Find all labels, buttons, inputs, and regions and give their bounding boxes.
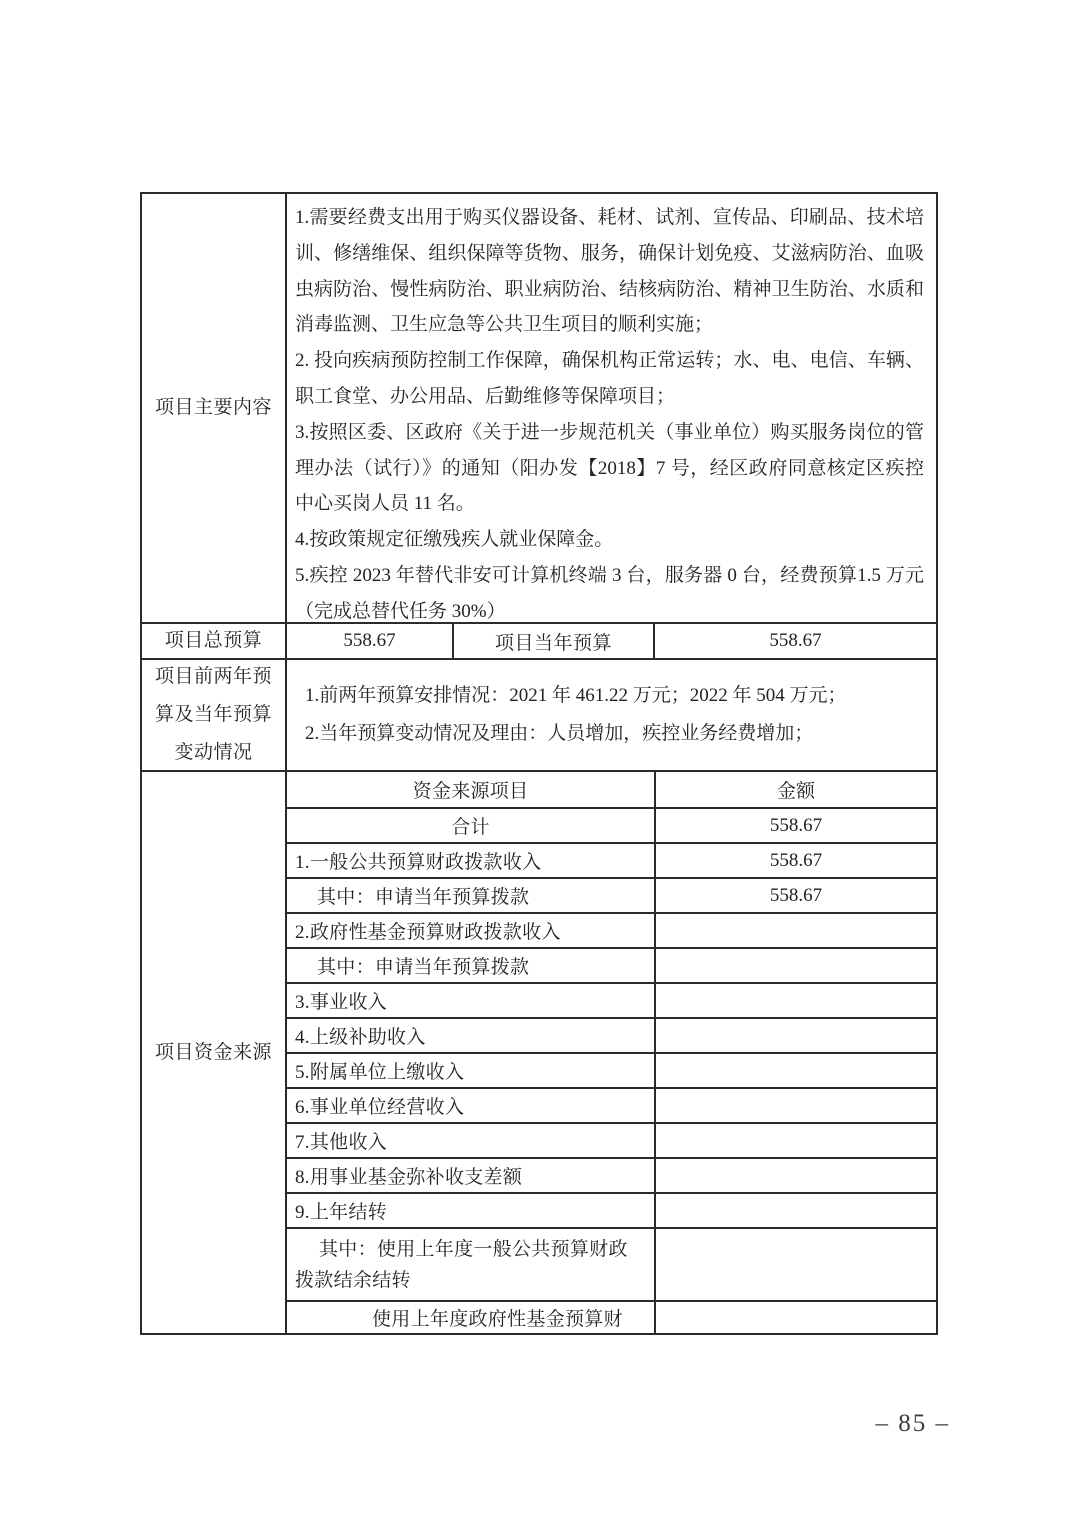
funding-amount-cell: [656, 1124, 936, 1157]
main-content-paragraph: 1.需要经费支出用于购买仪器设备、耗材、试剂、宣传品、印刷品、技术培训、修缮维保、组织保障等货物、服务，确保计划免疫、艾滋病防治、血吸虫病防治、慢性病防治、职业病防治、结核病防治、精神卫生防治、水质和消毒监测、卫生应急等公共卫生项目的顺利实施；: [295, 207, 924, 336]
funding-row: [287, 982, 936, 1017]
funding-amount-cell: [656, 1019, 936, 1052]
funding-item-cell: 4.上级补助收入: [287, 1019, 656, 1052]
funding-amount-cell: [656, 914, 936, 947]
funding-row: [287, 1122, 936, 1157]
total-budget-value: 558.67: [287, 624, 454, 658]
funding-row: [287, 1087, 936, 1122]
funding-row: [287, 877, 936, 912]
funding-amount-cell: 558.67: [769, 814, 823, 836]
funding-amount-cell: [656, 984, 936, 1017]
funding-item-cell: 2.政府性基金预算财政拨款收入: [287, 914, 656, 947]
funding-amount-cell: 558.67: [769, 884, 823, 906]
total-budget-label: 项目总预算: [142, 624, 287, 658]
funding-item-cell: 其中：使用上年度一般公共预算财政拨款结余结转: [287, 1229, 656, 1300]
current-year-budget-value: 558.67: [769, 630, 822, 651]
previous-budget-label: 项目前两年预算及当年预算变动情况: [142, 660, 287, 770]
funding-amount-cell: [656, 1089, 936, 1122]
funding-row: [287, 1052, 936, 1087]
funding-source-table: [287, 772, 936, 1333]
row-funding-source: [142, 770, 936, 1333]
funding-row: [287, 842, 936, 877]
current-year-budget-label: 项目当年预算: [454, 624, 655, 658]
funding-item-cell: 8.用事业基金弥补收支差额: [287, 1159, 656, 1192]
funding-row: [287, 1227, 936, 1300]
funding-header-row: [287, 772, 936, 807]
funding-amount-cell: 558.67: [769, 849, 823, 871]
funding-col-item-header: 资金来源项目: [287, 772, 656, 807]
previous-budget-line: 1.前两年预算安排情况：2021 年 461.22 万元；2022 年 504 万元；: [305, 685, 847, 706]
funding-row-total: [287, 807, 936, 842]
main-content-label: 项目主要内容: [142, 194, 287, 622]
funding-row: [287, 1300, 936, 1333]
funding-item-cell: 其中：申请当年预算拨款: [287, 949, 656, 982]
funding-item-cell: 其中：申请当年预算拨款: [287, 879, 656, 912]
main-content-paragraph: 5.疾控 2023 年替代非安可计算机终端 3 台，服务器 0 台，经费预算1.5 万元（完成总替代任务 30%）: [295, 564, 924, 622]
previous-budget-line: 2.当年预算变动情况及理由：人员增加，疾控业务经费增加；: [305, 723, 814, 744]
page-number: – 85 –: [875, 1410, 950, 1437]
previous-budget-text: [287, 660, 936, 770]
main-content-paragraph: 4.按政策规定征缴残疾人就业保障金。: [295, 529, 614, 551]
funding-row: [287, 1192, 936, 1227]
funding-item-cell: 使用上年度政府性基金预算财: [287, 1302, 656, 1333]
row-previous-budget: [142, 658, 936, 770]
main-content-text: [287, 194, 936, 622]
funding-col-amount-header: 金额: [776, 781, 815, 802]
funding-row: [287, 1157, 936, 1192]
funding-item-cell: 合计: [287, 809, 656, 842]
main-content-paragraph: 3.按照区委、区政府《关于进一步规范机关（事业单位）购买服务岗位的管理办法（试行）》的通知（阳办发【2018】7 号，经区政府同意核定区疾控中心买岗人员 11 名。: [295, 421, 924, 515]
funding-amount-cell: [656, 949, 936, 982]
funding-amount-cell: [656, 1229, 936, 1300]
funding-row: [287, 1017, 936, 1052]
funding-amount-cell: [656, 1159, 936, 1192]
funding-item-cell: 1.一般公共预算财政拨款收入: [287, 844, 656, 877]
funding-row: [287, 947, 936, 982]
funding-row: [287, 912, 936, 947]
main-content-paragraph: 2. 投向疾病预防控制工作保障，确保机构正常运转；水、电、电信、车辆、职工食堂、办公用品、后勤维修等保障项目；: [295, 350, 924, 407]
funding-amount-cell: [656, 1302, 936, 1333]
row-total-budget: [142, 622, 936, 658]
funding-item-cell: 5.附属单位上缴收入: [287, 1054, 656, 1087]
funding-item-cell: 7.其他收入: [287, 1124, 656, 1157]
budget-table: [140, 192, 938, 1335]
funding-source-label: 项目资金来源: [142, 772, 287, 1333]
funding-item-cell: 6.事业单位经营收入: [287, 1089, 656, 1122]
funding-item-cell: 9.上年结转: [287, 1194, 656, 1227]
funding-amount-cell: [656, 1054, 936, 1087]
funding-item-cell: 3.事业收入: [287, 984, 656, 1017]
row-main-content: [142, 194, 936, 622]
funding-amount-cell: [656, 1194, 936, 1227]
